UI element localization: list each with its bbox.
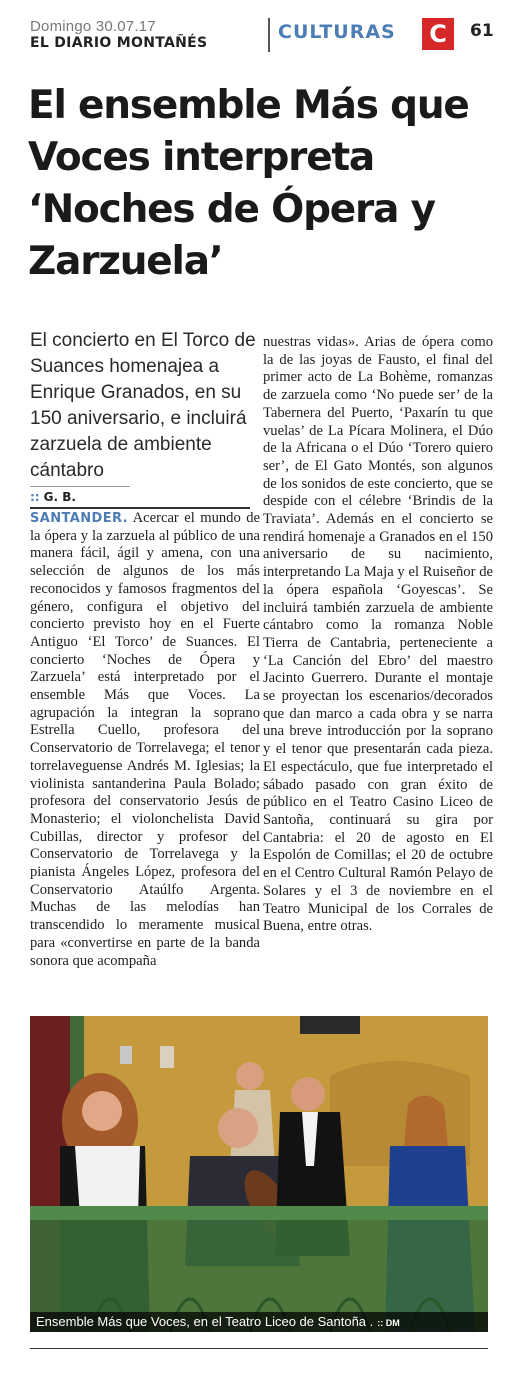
body-column-2: nuestras vidas». Arias de ópera como la de las joyas de Fausto, el final del primer acto de La Bohème, romanzas de zarzuela como ‘No puede ser’ de la Tabernera del Puerto, ‘Paxarín tu que vuelas’ de La Pícara Molinera, el Dúo de la Africana o el Dúo ‘Torero quiero ser’, de El Gato Montés, son algunos de los sonidos de este concierto, que se despide con el célebre ‘Brindis de la Traviata’. Además en el concierto se rendirá homenaje a Granados en el 150 aniversario de su nacimiento, interpretando La Maja y el Ruiseñor de la ópera española ‘Goyescas’. Se incluirá también zarzuela de ambiente cántabro como la romanza Noble Tierra de Cantabria, perteneciente a ‘La Canción del Ebro’ del maestro Jacinto Guerrero. Durante el montaje se proyectan los escenarios/decorados que dan marco a cada obra y se narra una breve introducción por la soprano y el tenor que presentarán cada pieza. El espectáculo, que fue interpretado el sábado pasado con gran éxito de público en el Teatro Casino Liceo de Santoña, continuará su gira por Cantabria: el 20 de agosto en El Espolón de Comillas; el 20 de octubre en el Centro Cultural Ramón Pelayo de Solares y el 3 de noviembre en el Teatro Municipal de los Corrales de Buena, entre otras. [263, 334, 493, 935]
byline-marker: :: [30, 490, 40, 504]
masthead [30, 18, 494, 52]
dateline: SANTANDER. [30, 511, 128, 526]
caption-text: Ensemble Más que Voces, en el Teatro Liceo de Santoña . [36, 1314, 374, 1329]
photo-image [30, 1016, 488, 1332]
body-text-1: Acercar el mundo de la ópera y la zarzuela al público de una manera fácil, ágil y amena, con una selección de algunos de los más reconocidos y famosos fragmentos del género, configura el objetivo del concierto previsto hoy en el Fuerte Antiguo ‘El Torco’ de Suances. El concierto ‘Noches de Ópera y Zarzuela’ está interpretado por el ensemble Más que Voces. La agrupación la integran la soprano Estrella Cuello, profesora del Conservatorio de Torrelavega; el tenor torrelaveguense Andrés M. Iglesias; la violinista santanderina Paula Bolado; profesora del conservatorio Jesús de Monasterio; el violonchelista David Cubillas, director y profesor del Conservatorio de Torrelavega y la pianista Ángeles López, profesora del Conservatorio Ataúlfo Argenta. Muchas de las melodías han transcendido lo meramente musical para «convertirse en parte de la banda sonora que acompaña [30, 510, 260, 969]
byline-rule [30, 507, 250, 509]
section-logo-icon: C [422, 18, 454, 50]
issue-date: Domingo 30.07.17 [30, 18, 156, 35]
section-title: CULTURAS [278, 21, 396, 43]
subhead-rule [30, 486, 130, 487]
article-photo [30, 1016, 488, 1332]
photo-caption [30, 1312, 488, 1332]
newspaper-name: EL DIARIO MONTAÑÉS [30, 35, 208, 51]
subheadline: El concierto en El Torco de Suances homenajea a Enrique Granados, en su 150 aniversario, e incluirá zarzuela de ambiente cántabro [30, 330, 256, 481]
body-column-1 [30, 510, 260, 970]
headline: El ensemble Más que Voces interpreta ‘Noches de Ópera y Zarzuela’ [28, 83, 469, 284]
masthead-divider [268, 18, 270, 52]
page-number: 61 [470, 21, 494, 41]
photo-credit: :: DM [377, 1318, 400, 1328]
byline [30, 490, 250, 508]
author: G. B. [43, 490, 76, 504]
page-bottom-rule [30, 1348, 488, 1349]
